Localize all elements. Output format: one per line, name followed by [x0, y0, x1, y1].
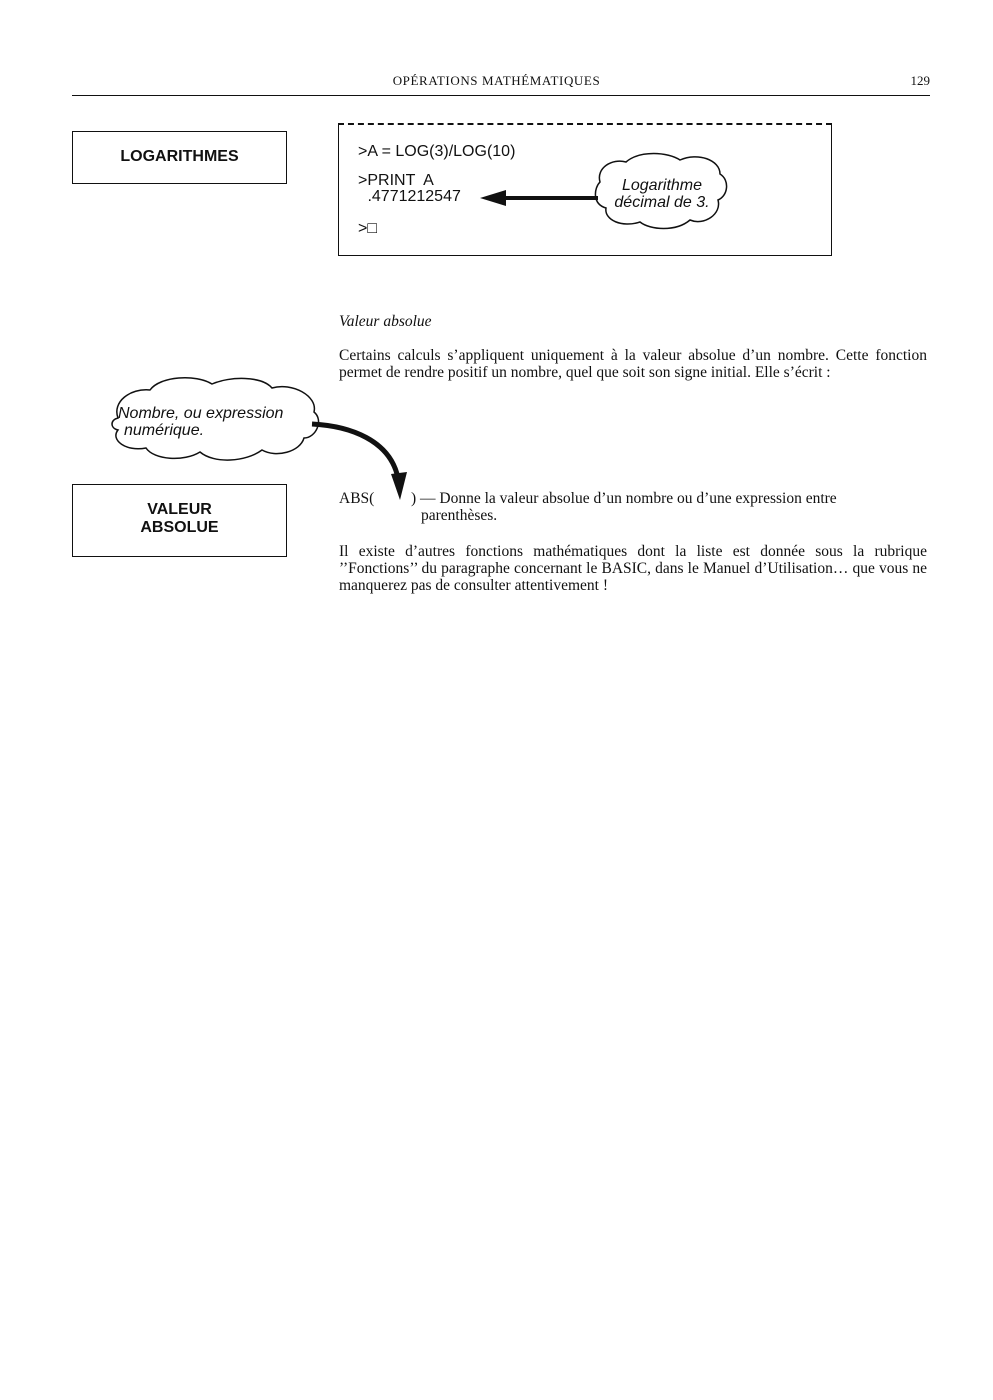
terminal-line-1: >A = LOG(3)/LOG(10): [358, 143, 516, 160]
callout-abs-line-1: Nombre, ou expression: [118, 405, 284, 422]
callout-log-line-1: Logarithme: [621, 177, 703, 194]
section-label-logarithmes: LOGARITHMES: [120, 148, 239, 165]
section-label-line-1: VALEUR: [147, 501, 212, 518]
terminal-line-2: >PRINT A: [358, 172, 434, 189]
callout-abs-line-2: numérique.: [124, 422, 205, 439]
callout-log-line-2: décimal de 3.: [614, 194, 710, 211]
arrow-to-abs-argument: [312, 424, 398, 478]
paragraph-intro: Certains calculs s’appliquent uniquement à la valeur absolue d’un nombre. Cette fonction permet de rendre positif un nombre, quel que soit son signe initial. Elle s’écrit :: [339, 347, 927, 381]
paragraph-closing: Il existe d’autres fonctions mathématiques dont la liste est donnée sous la rubrique ’’Fonctions’’ du paragraphe concernant le BASIC, dans le Manuel d’Utilisation… que vous ne manquerez pas de consulter attentivement !: [339, 543, 927, 594]
section-label-line-2: ABSOLUE: [140, 519, 219, 536]
arrowhead-log: [480, 190, 506, 206]
page-number: 129: [910, 73, 930, 88]
terminal-line-3: .4771212547: [363, 188, 461, 205]
callout-log-note: [606, 177, 718, 211]
terminal-line-4: >□: [358, 220, 378, 237]
abs-description: ) — Donne la valeur absolue d’un nombre ou d’une expression entre: [411, 490, 837, 507]
running-header-title: OPÉRATIONS MATHÉMATIQUES: [392, 73, 601, 88]
abs-description-continued: parenthèses.: [421, 507, 498, 524]
arrowhead-abs: [391, 472, 407, 500]
abs-keyword: ABS(: [339, 490, 375, 507]
subheading-valeur-absolue: Valeur absolue: [339, 313, 432, 330]
callout-abs-note: [118, 405, 314, 439]
